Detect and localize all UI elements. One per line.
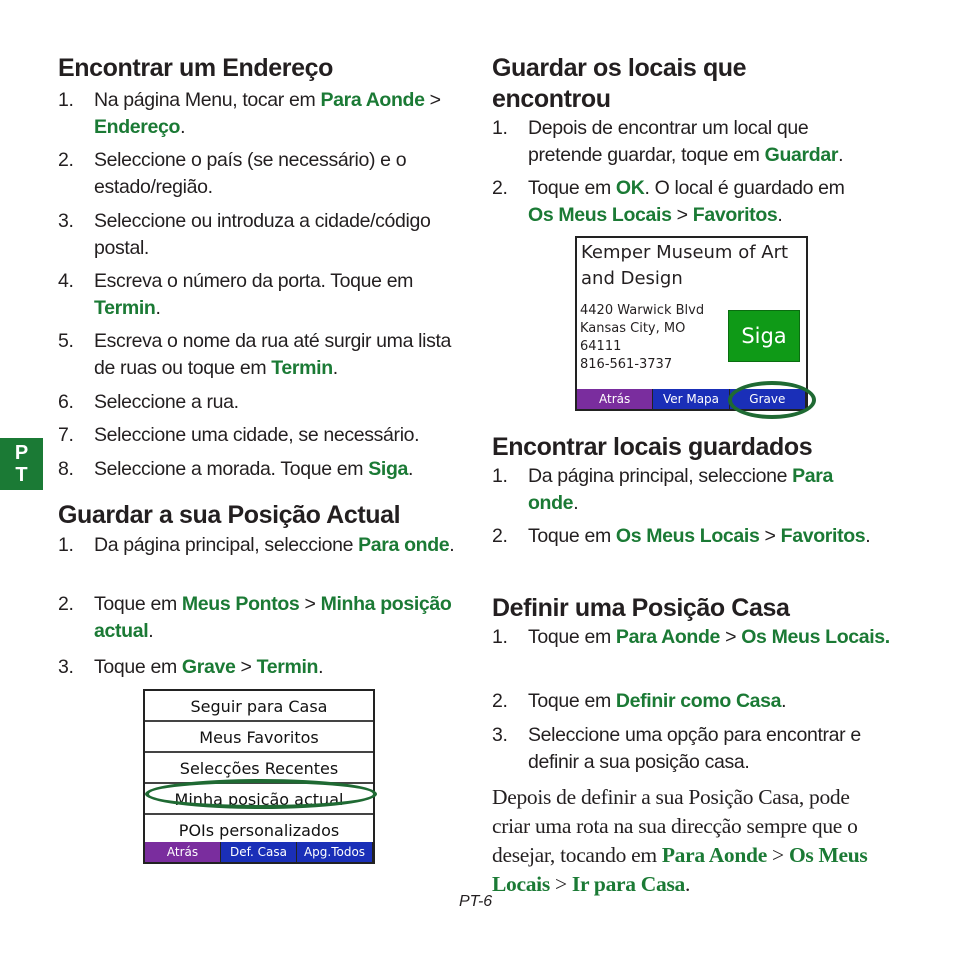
address-line: 64111 xyxy=(580,339,622,354)
language-tab xyxy=(0,438,43,490)
back-button: Atrás xyxy=(577,389,653,409)
step-text xyxy=(528,175,872,229)
view-map-button: Ver Mapa xyxy=(653,389,729,409)
place-name: Kemper Museum of Art and Design xyxy=(581,242,789,289)
link-term: Para Aonde xyxy=(615,626,721,648)
step-text xyxy=(94,456,468,483)
menu-row: Seguir para Casa xyxy=(145,692,373,722)
link-term: Para Aonde xyxy=(661,843,767,867)
section-heading: Guardar a sua Posição Actual xyxy=(58,501,401,529)
step-number: 2. xyxy=(492,525,508,547)
link-term: Para onde xyxy=(528,465,834,514)
text-segment: . xyxy=(155,297,161,319)
step-number: 4. xyxy=(58,270,74,292)
link-term: Os Meus Locais. xyxy=(741,626,890,648)
step-text xyxy=(528,624,902,651)
step-text xyxy=(528,463,872,517)
link-term: Minha posição actual xyxy=(94,593,452,642)
section-heading: Encontrar locais guardados xyxy=(492,433,813,461)
link-term: Siga xyxy=(368,458,409,480)
link-term: Meus Pontos xyxy=(181,593,300,615)
link-term: Ir para Casa xyxy=(571,872,685,896)
text-segment: Seleccione uma cidade, se necessário. xyxy=(94,424,420,446)
step-number: 3. xyxy=(492,724,508,746)
link-term: Favoritos xyxy=(692,204,778,226)
link-term: Os Meus Locais xyxy=(528,204,672,226)
menu-row: Minha posição actual xyxy=(145,785,373,815)
text-segment: Depois de encontrar um local que pretende guardar, toque em xyxy=(528,117,809,166)
step-number: 1. xyxy=(492,117,508,139)
address-line: Kansas City, MO xyxy=(580,321,686,336)
step-number: 6. xyxy=(58,391,74,413)
text-segment: Toque em xyxy=(94,656,182,678)
text-segment: Da página principal, seleccione xyxy=(528,465,793,487)
delete-all-button: Apg.Todos xyxy=(297,842,373,862)
text-segment: Na página Menu, tocar em xyxy=(94,89,321,111)
text-segment: . xyxy=(408,458,414,480)
link-term: Os Meus Locais xyxy=(615,525,760,547)
step-text xyxy=(94,654,458,681)
text-segment: > xyxy=(299,593,321,615)
text-segment: > xyxy=(759,525,781,547)
text-segment: . xyxy=(781,690,787,712)
step-number: 3. xyxy=(58,656,74,678)
link-term: Termin xyxy=(94,297,156,319)
step-text xyxy=(94,532,458,559)
text-segment: Seleccione ou introduza a cidade/código postal. xyxy=(94,210,431,259)
text-segment: . xyxy=(449,534,455,556)
menu-screenshot xyxy=(143,689,375,864)
phone-number: 816-561-3737 xyxy=(580,357,673,372)
step-number: 1. xyxy=(58,534,74,556)
back-button: Atrás xyxy=(145,842,221,862)
text-segment: . xyxy=(777,204,783,226)
text-segment: Seleccione a rua. xyxy=(94,391,239,413)
link-term: Grave xyxy=(181,656,236,678)
step-text xyxy=(94,147,468,201)
step-number: 2. xyxy=(492,690,508,712)
text-segment: Escreva o número da porta. Toque em xyxy=(94,270,414,292)
link-term: Definir como Casa xyxy=(615,690,782,712)
link-term: Favoritos xyxy=(780,525,866,547)
text-segment: Seleccione a morada. Toque em xyxy=(94,458,369,480)
text-segment: . xyxy=(318,656,324,678)
text-segment: Seleccione uma opção para encontrar e definir a sua posição casa. xyxy=(528,724,861,773)
highlight-oval xyxy=(728,381,816,419)
section-heading: Encontrar um Endereço xyxy=(58,54,333,82)
text-segment: Toque em xyxy=(94,593,182,615)
step-text xyxy=(528,523,872,550)
text-segment: Seleccione o país (se necessário) e o estado/região. xyxy=(94,149,407,198)
link-term: Os Meus Locais xyxy=(492,843,868,896)
step-number: 2. xyxy=(58,593,74,615)
highlight-oval xyxy=(145,779,377,809)
step-text xyxy=(94,268,468,322)
text-segment: > xyxy=(671,204,693,226)
step-number: 1. xyxy=(492,465,508,487)
text-segment: Toque em xyxy=(528,177,616,199)
step-number: 7. xyxy=(58,424,74,446)
step-number: 2. xyxy=(492,177,508,199)
section-heading: Definir uma Posição Casa xyxy=(492,594,790,622)
text-segment: > xyxy=(424,89,441,111)
section-heading: Guardar os locais que encontrou xyxy=(492,54,747,113)
link-term: Termin xyxy=(271,357,333,379)
text-segment: > xyxy=(766,843,789,867)
step-text xyxy=(528,115,872,169)
link-term: Termin xyxy=(256,656,319,678)
text-segment: . xyxy=(148,620,154,642)
go-button: Siga xyxy=(728,310,800,362)
step-text xyxy=(528,688,902,715)
closing-paragraph xyxy=(492,783,892,899)
link-term: Para onde xyxy=(358,534,450,556)
menu-row: Meus Favoritos xyxy=(145,723,373,753)
step-text xyxy=(528,722,902,776)
text-segment: . xyxy=(838,144,844,166)
address-line: 4420 Warwick Blvd xyxy=(580,303,705,318)
step-text xyxy=(94,389,468,416)
tab-letter: P xyxy=(14,442,29,464)
step-number: 2. xyxy=(58,149,74,171)
set-home-button: Def. Casa xyxy=(221,842,297,862)
text-segment: Depois de definir a sua Posição Casa, pode criar uma rota na sua direcção sempre que o desejar, tocando em xyxy=(492,785,858,867)
link-term: Para Aonde xyxy=(320,89,425,111)
step-number: 8. xyxy=(58,458,74,480)
text-segment: > xyxy=(549,872,572,896)
step-text xyxy=(94,422,468,449)
text-segment: . xyxy=(332,357,338,379)
tab-letter: T xyxy=(15,464,28,486)
text-segment: Toque em xyxy=(528,525,616,547)
save-button: Grave xyxy=(730,389,806,409)
text-segment: . xyxy=(685,872,691,896)
text-segment: . xyxy=(180,116,186,138)
step-text xyxy=(94,328,468,382)
step-text xyxy=(94,208,468,262)
text-segment: Escreva o nome da rua até surgir uma lista de ruas ou toque em xyxy=(94,330,452,379)
text-segment: > xyxy=(720,626,742,648)
menu-row: POIs personalizados xyxy=(145,816,373,846)
text-segment: Toque em xyxy=(528,690,616,712)
step-number: 3. xyxy=(58,210,74,232)
step-text xyxy=(94,591,458,645)
link-term: OK xyxy=(615,177,645,199)
text-segment: . xyxy=(865,525,871,547)
menu-row: Selecções Recentes xyxy=(145,754,373,784)
step-text xyxy=(94,87,468,141)
link-term: Guardar xyxy=(764,144,839,166)
step-number: 5. xyxy=(58,330,74,352)
step-number: 1. xyxy=(58,89,74,111)
link-term: Endereço xyxy=(94,116,181,138)
text-segment: . xyxy=(573,492,579,514)
step-number: 1. xyxy=(492,626,508,648)
text-segment: > xyxy=(235,656,257,678)
text-segment: Toque em xyxy=(528,626,616,648)
page-number: PT-6 xyxy=(459,893,493,910)
text-segment: Da página principal, seleccione xyxy=(94,534,359,556)
text-segment: . O local é guardado em xyxy=(644,177,845,199)
